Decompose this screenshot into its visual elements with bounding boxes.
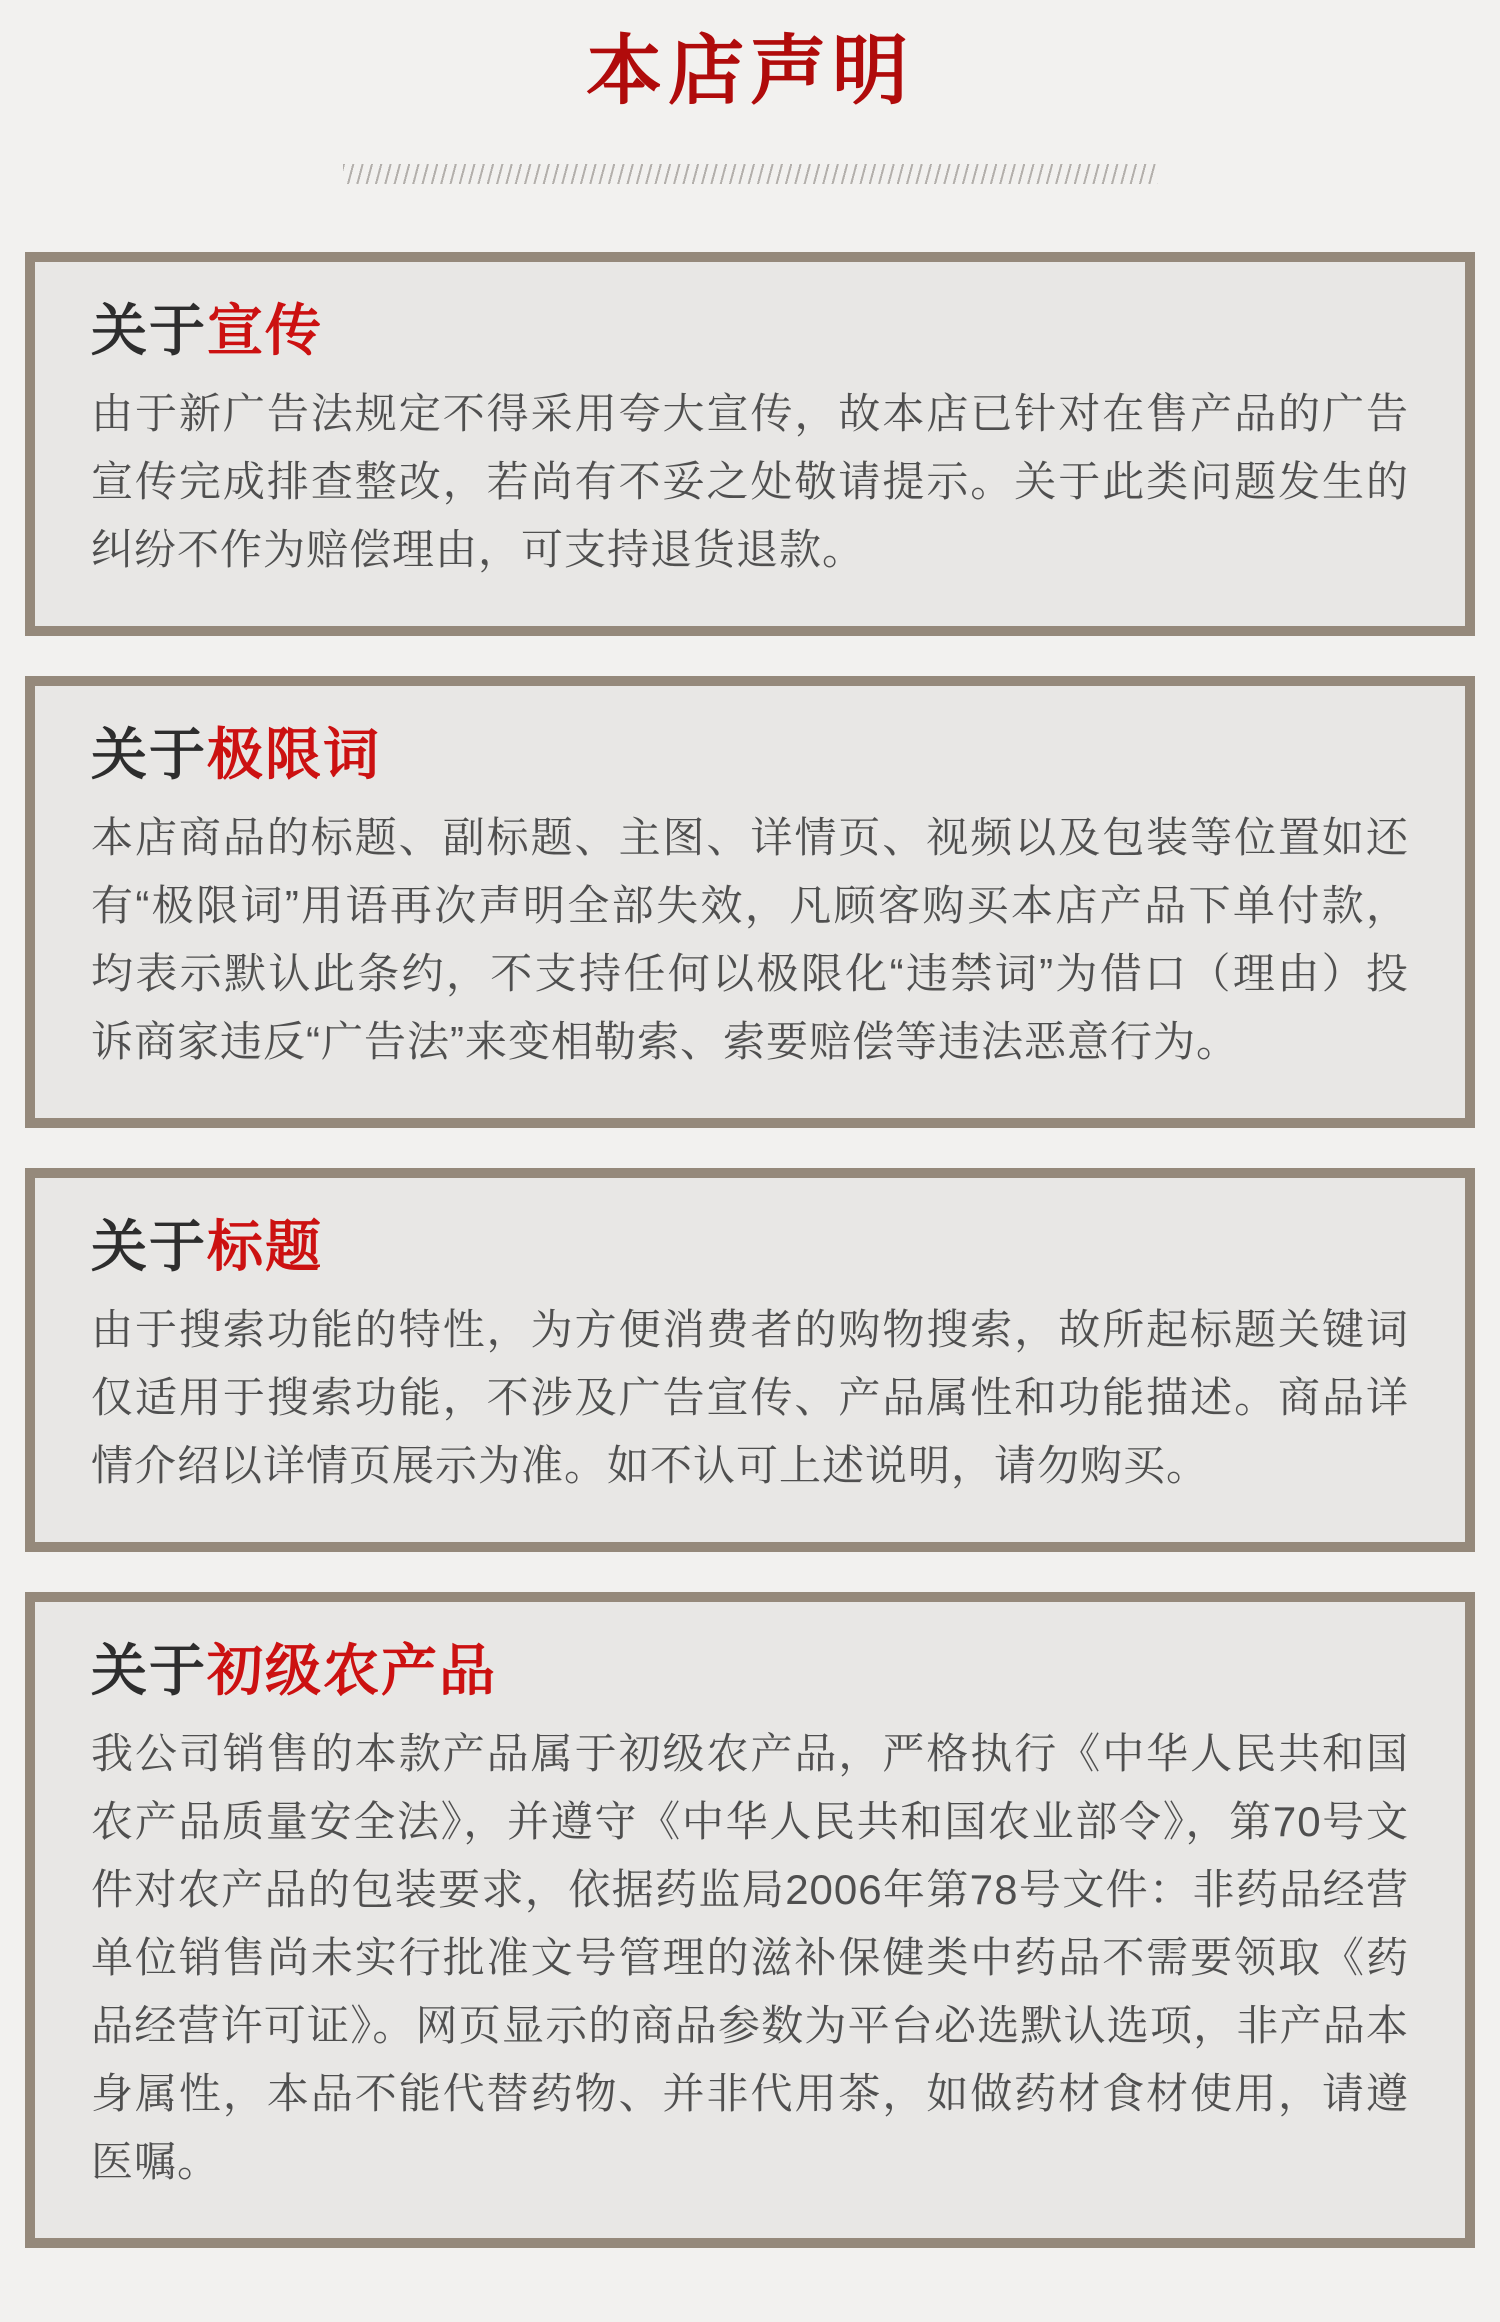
section-heading-extreme-words — [91, 722, 1409, 788]
page-header — [0, 0, 1500, 184]
heading-prefix: 关于 — [91, 723, 207, 786]
heading-keyword: 标题 — [207, 1215, 323, 1278]
section-heading-agricultural-products — [91, 1638, 1409, 1704]
notice-box-promotion — [25, 252, 1475, 636]
notice-box-agricultural-products — [25, 1592, 1475, 2248]
heading-keyword: 初级农产品 — [207, 1639, 497, 1702]
section-heading-promotion — [91, 298, 1409, 364]
section-body-promotion: 由于新广告法规定不得采用夸大宣传，故本店已针对在售产品的广告宣传完成排查整改，若尚有不妥之处敬请提示。关于此类问题发生的纠纷不作为赔偿理由，可支持退货退款。 — [91, 390, 1409, 573]
heading-prefix: 关于 — [91, 299, 207, 362]
page-title: 本店声明 — [586, 29, 914, 114]
heading-prefix: 关于 — [91, 1215, 207, 1278]
section-body-extreme-words: 本店商品的标题、副标题、主图、详情页、视频以及包装等位置如还有“极限词”用语再次声明全部失效，凡顾客购买本店产品下单付款，均表示默认此条约，不支持任何以极限化“违禁词”为借口（理由）投诉商家违反“广告法”来变相勒索、索要赔偿等违法恶意行为。 — [91, 814, 1409, 1065]
heading-prefix: 关于 — [91, 1639, 207, 1702]
notice-box-extreme-words — [25, 676, 1475, 1128]
hatch-divider — [343, 164, 1158, 184]
section-heading-product-title — [91, 1214, 1409, 1280]
heading-keyword: 极限词 — [207, 723, 381, 786]
heading-keyword: 宣传 — [207, 299, 323, 362]
section-body-agricultural-products: 我公司销售的本款产品属于初级农产品，严格执行《中华人民共和国农产品质量安全法》，并遵守《中华人民共和国农业部令》，第70号文件对农产品的包装要求，依据药监局2006年第78号文件：非药品经营单位销售尚未实行批准文号管理的滋补保健类中药品不需要领取《药品经营许可证》。网页显示的商品参数为平台必选默认选项，非产品本身属性，本品不能代替药物、并非代用茶，如做药材食材使用，请遵医嘱。 — [91, 1730, 1409, 2185]
section-body-product-title: 由于搜索功能的特性，为方便消费者的购物搜索，故所起标题关键词仅适用于搜索功能，不涉及广告宣传、产品属性和功能描述。商品详情介绍以详情页展示为准。如不认可上述说明，请勿购买。 — [91, 1306, 1409, 1489]
notice-box-product-title — [25, 1168, 1475, 1552]
